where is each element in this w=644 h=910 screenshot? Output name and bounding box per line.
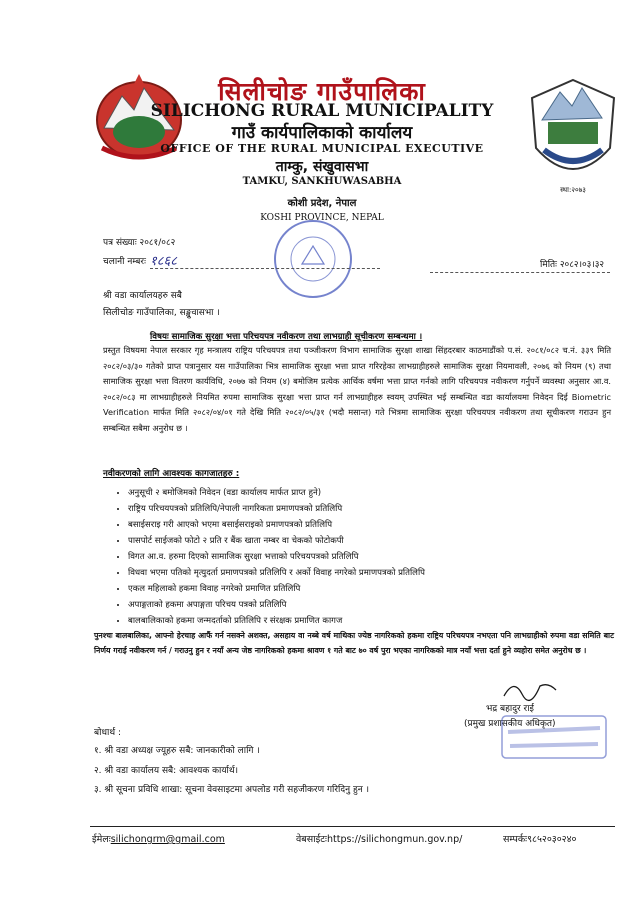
signatory-name: भद्र बहादुर राई xyxy=(486,704,534,714)
province-english: KOSHI PROVINCE, NEPAL xyxy=(260,213,384,223)
subject-line: विषयः सामाजिक सुरक्षा भत्ता परिचयपत्र नवीकरण तथा लाभग्राही सूचीकरण सम्बन्धमा । xyxy=(150,332,423,342)
footer-phone: सम्पर्कः९८५२०३०२४० xyxy=(503,834,577,845)
province-nepali: कोशी प्रदेश, नेपाल xyxy=(287,198,357,209)
list-item: • राष्ट्रिय परिचयपत्रको प्रतिलिपि/नेपाली नागरिकता प्रमाणपत्रको प्रतिलिपि xyxy=(128,501,610,517)
list-item: • बालबालिकाको हकमा जन्मदर्ताको प्रतिलिपि र संरक्षक प्रमाणित कागज xyxy=(128,613,610,629)
cc-item: २. श्री वडा कार्यालय सबै: आवश्यक कार्यार्थ। xyxy=(94,766,239,776)
list-item: • अनुसूची २ बमोजिमको निवेदन (वडा कार्यालय मार्फत प्राप्त हुने) xyxy=(128,485,610,501)
cc-item: १. श्री वडा अध्यक्ष ज्यूहरु सबै: जानकारीको लागि । xyxy=(94,746,260,756)
footer-website xyxy=(296,832,462,845)
list-item: • अपाङ्गताको हकमा अपाङ्गता परिचय पत्रको प्रतिलिपि xyxy=(128,597,610,613)
list-item: • पासपोर्ट साईजको फोटो २ प्रति र बैंक खाता नम्बर वा चेकको फोटोकपी xyxy=(128,533,610,549)
addressee-line-1: श्री वडा कार्यालयहरु सबै xyxy=(103,291,182,301)
letter-number: पत्र संख्याः २०८१/०८२ xyxy=(103,238,176,248)
email-link[interactable]: silichongrm@gmail.com xyxy=(110,834,225,845)
cc-heading: बोधार्थ : xyxy=(94,728,121,738)
list-item: • एकल महिलाको हकमा विवाह नगरेको प्रमाणित प्रतिलिपि xyxy=(128,581,610,597)
dispatch-number-value: १८६८ xyxy=(150,254,178,269)
docs-heading: नवीकरणको लागि आवश्यक कागजातहरु : xyxy=(103,469,240,479)
office-nepali: गाउँ कार्यपालिकाको कार्यालय xyxy=(231,123,413,143)
dispatch-underline xyxy=(150,268,380,269)
dispatch-number-label: चलानी नम्बरः xyxy=(103,257,146,267)
list-item: • बसाईसराइ गरी आएको भएमा बसाईसराइको प्रमाणपत्रको प्रतिलिपि xyxy=(128,517,610,533)
date-underline xyxy=(430,272,610,273)
signatory-title: (प्रमुख प्रशासकीय अधिकृत) xyxy=(464,719,556,729)
place-nepali: ताम्कु, संखुवासभा xyxy=(275,159,369,175)
footer-rule xyxy=(90,826,615,827)
postscript-note: पुनश्चः बालबालिका, आफ्नो हेरचाह आफैं गर्न नसक्ने अशक्त, असहाय वा नब्बे वर्ष माथिका ज्येष्ठ नागरिकको हकमा राष्ट्रिय परिचयपत्र नभएता पनि लाभग्राहीको रुपमा वडा समिति बाट निर्णय गराई नवीकरण गर्न / गराउनु हुन र नयाँ अन्य जेष्ठ नागरिकको हकमा श्रावण १ गते बाट ७० वर्ष पुरा भएका नागरिकको मात्र नयाँ भत्ता दर्ता हुने व्यहोरा समेत अनुरोध छ । xyxy=(94,631,614,655)
official-stamp-icon xyxy=(500,712,610,764)
logo-year: स्था:२०७३ xyxy=(560,186,586,194)
footer-email xyxy=(92,832,225,845)
place-english: TAMKU, SANKHUWASABHA xyxy=(242,176,402,187)
website-link[interactable]: https://silichongmun.gov.np/ xyxy=(326,834,463,845)
body-paragraph: प्रस्तुत विषयमा नेपाल सरकार गृह मन्त्रालय राष्ट्रिय परिचयपत्र तथा पञ्जीकरण विभाग सामाजिक सुरक्षा शाखा सिंहदरबार काठमाडौंको प.सं. २०८१/०८२ च.नं. ३३९ मिति २०८२/०३/३० गतेको प्राप्त पत्रानुसार यस गाउँपालिका भित्र सामाजिक सुरक्षा भत्ता प्राप्त गरिरहेका लाभग्राहीहरुले सामाजिक सुरक्षा नियमावली, २०७६ को नियम (९) तथा सामाजिक सुरक्षा भत्ता वितरण कार्यविधि, २०७७ को नियम (४) बमोजिम प्रत्येक आर्थिक वर्षमा भत्ता प्राप्त गर्नको लागि परिचयपत्र नवीकरण गर्नुपर्ने व्यवस्था अनुसार आ.व. २०८२/०८३ मा लाभग्राहीहरुले नियमित रुपमा सामाजिक सुरक्षा भत्ता प्राप्त गर्न लाभग्राहीहरु स्वयम् उपस्थित भई सम्बन्धित वडा कार्यालयमा निवेदन दिई Biometric Verification मार्फत मिति २०८२/०४/०१ गते देखि मिति २०८२/०५/३१ (भदौ मसान्त) गते भित्रमा सामाजिक सुरक्षा परिचयपत्र नवीकरण तथा सूचीकरण गराउन हुन सम्बन्धित सबैमा अनुरोध छ । xyxy=(103,345,611,433)
cc-item: ३. श्री सूचना प्रविधि शाखा: सूचना वेवसाइटमा अपलोड गरी सहजीकरण गरिदिनु हुन । xyxy=(94,785,370,795)
office-english: OFFICE OF THE RURAL MUNICIPAL EXECUTIVE xyxy=(160,142,484,155)
title-english: SILICHONG RURAL MUNICIPALITY xyxy=(150,101,494,121)
addressee-line-2: सिलीचोङ गाउँपालिका, सङ्खुवासभा । xyxy=(103,308,220,318)
docs-list xyxy=(110,485,610,629)
signature-icon xyxy=(500,676,560,704)
website-label: वेबसाईटः xyxy=(296,834,327,845)
email-label: ईमेलः xyxy=(92,834,111,845)
list-item: • विगत आ.व. हरुमा दिएको सामाजिक सुरक्षा भत्ताको परिचयपत्रको प्रतिलिपि xyxy=(128,549,610,565)
title-nepali: सिलीचोङ गाउँपालिका xyxy=(218,77,426,106)
office-seal-icon xyxy=(272,218,354,300)
letter-date: मितिः २०८२।०३।३२ xyxy=(540,260,605,270)
list-item: • विधवा भएमा पतिको मृत्युदर्ता प्रमाणपत्रको प्रतिलिपि र अर्को विवाह नगरेको प्रमाणपत्रको प्रतिलिपि xyxy=(128,565,610,581)
